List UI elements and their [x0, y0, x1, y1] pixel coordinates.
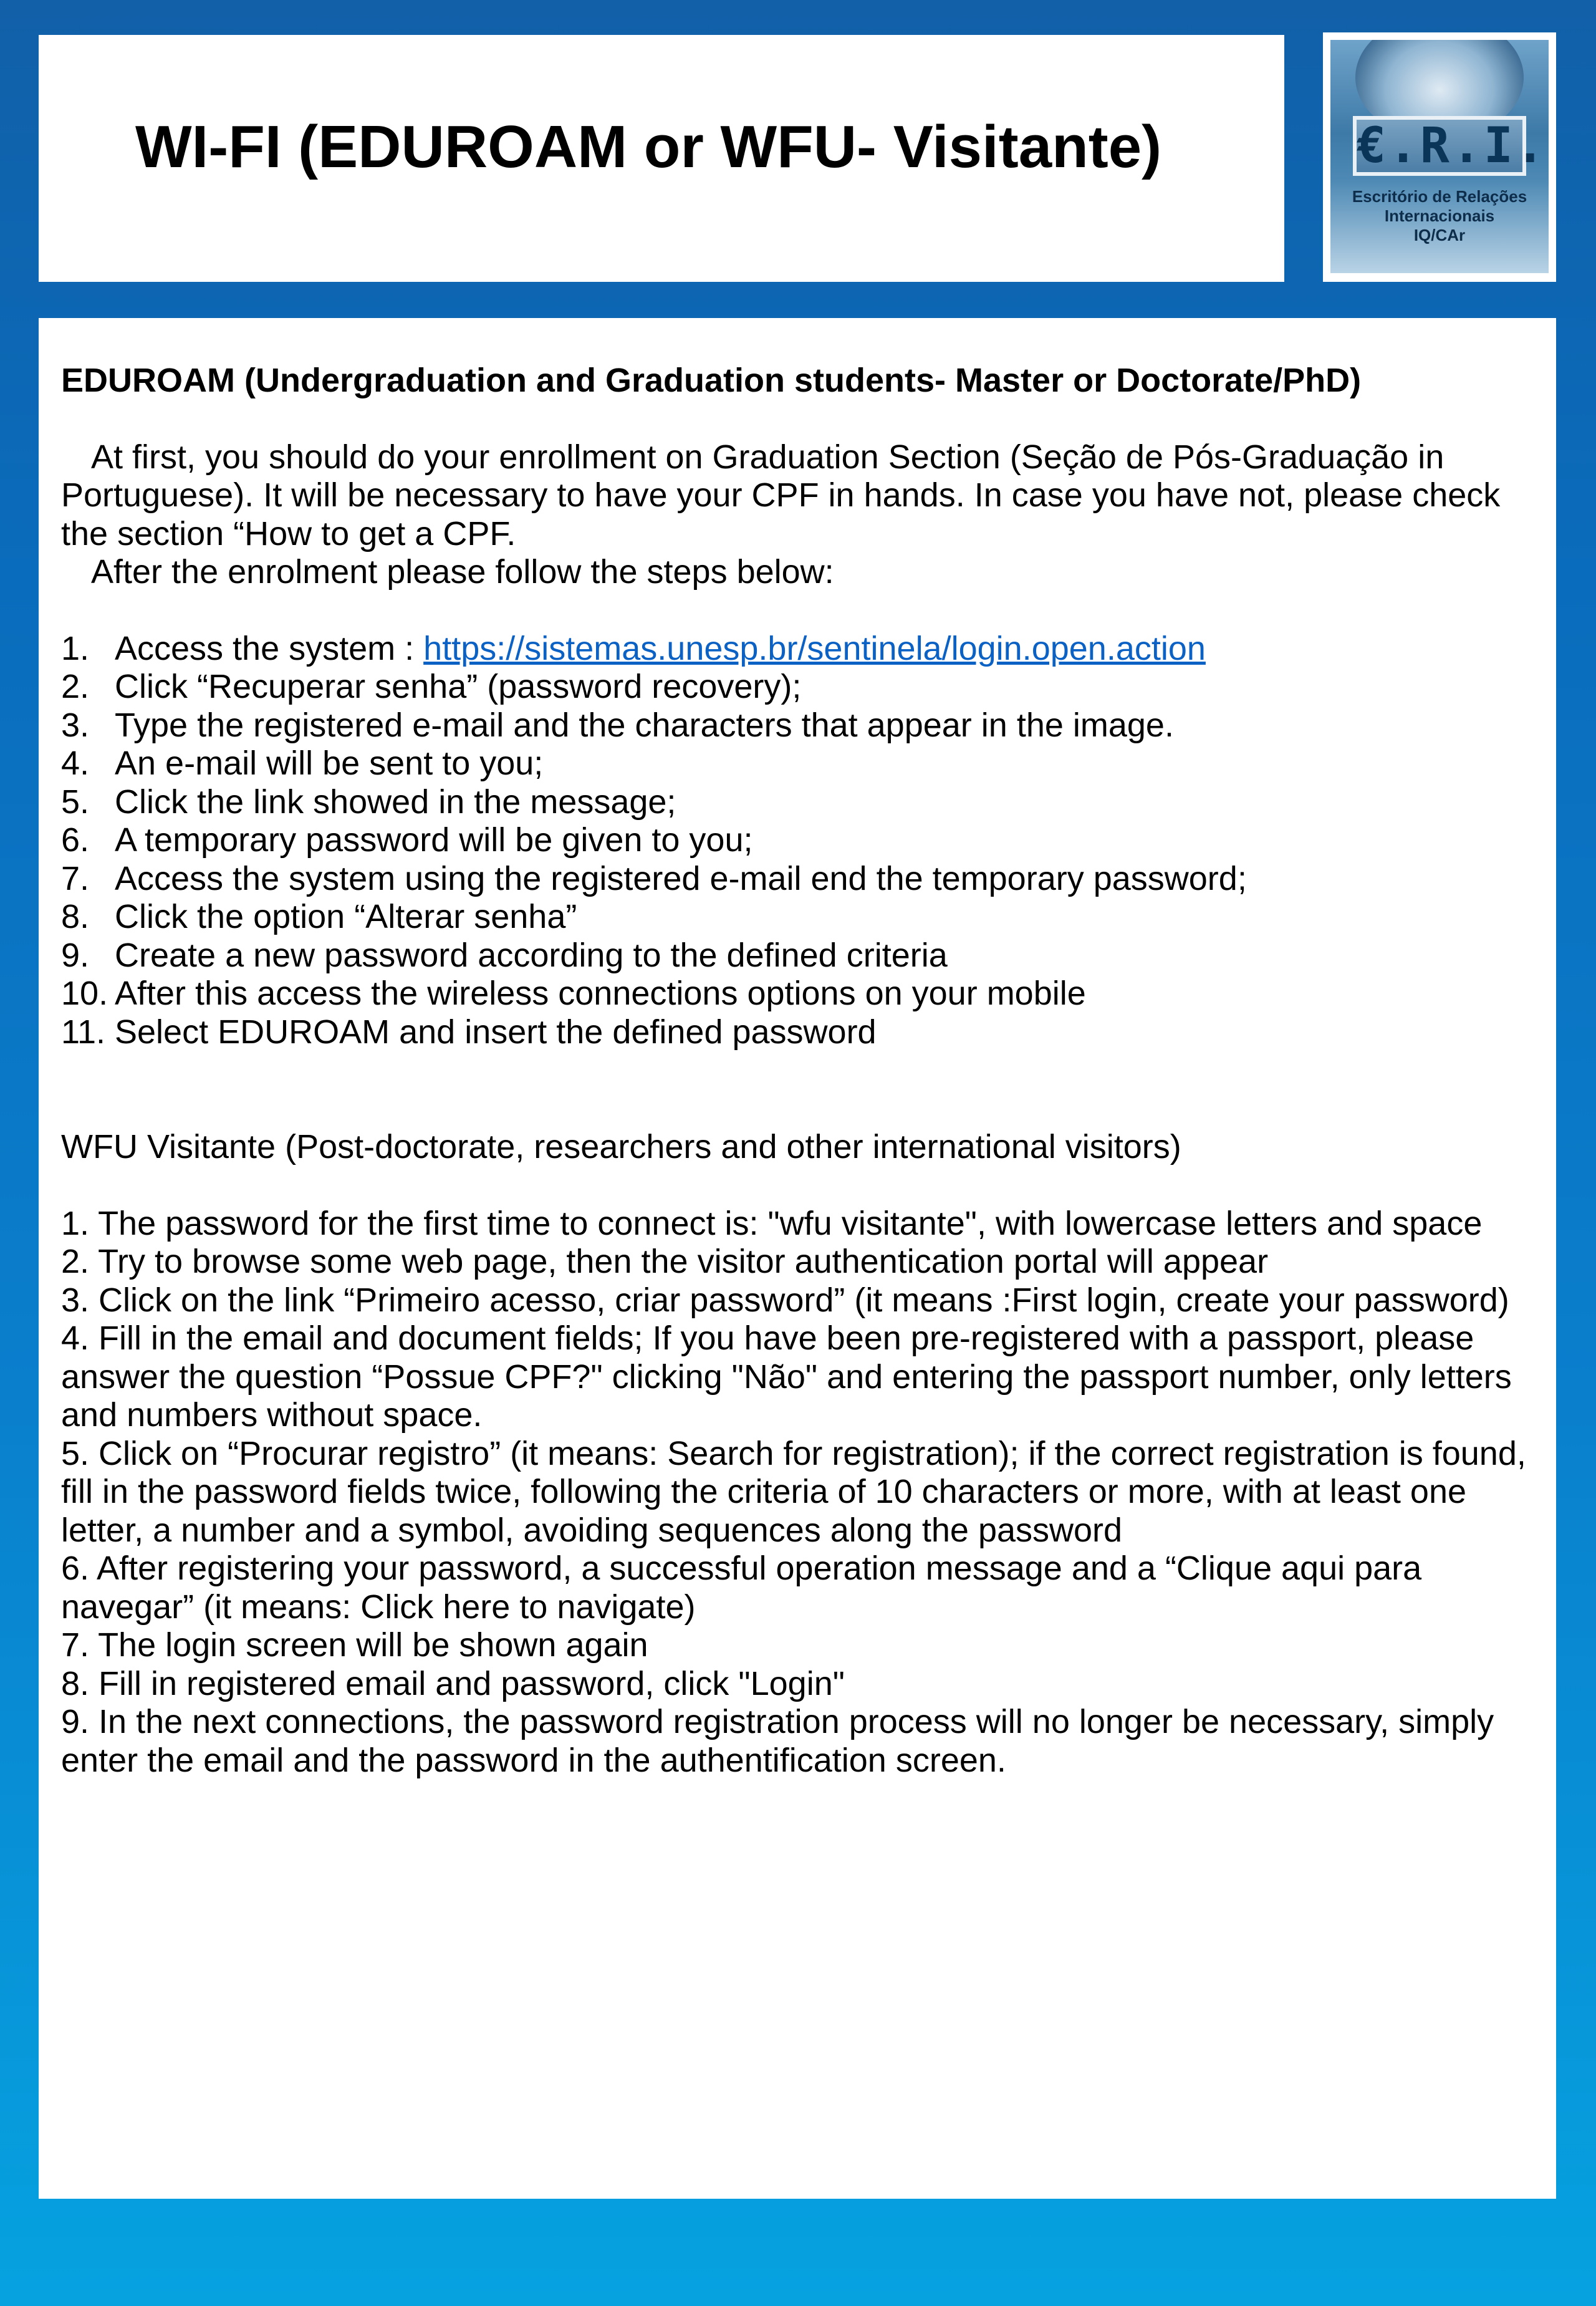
eduroam-intro: At first, you should do your enrollment on Graduation Section (Seção de Pós-Graduação in Portuguese). It will be necessary to have your CPF in hands. In case you have not, please check the section “How to get a CPF.	[61, 438, 1501, 552]
logo-caption-line: IQ/CAr	[1413, 226, 1466, 244]
list-item: 8. Click the option “Alterar senha”	[61, 898, 577, 935]
list-item: 1. The password for the first time to connect is: "wfu visitante", with lowercase letters and space	[61, 1204, 1483, 1242]
logo-caption	[1330, 187, 1549, 245]
eri-logo	[1323, 32, 1556, 282]
eduroam-heading: EDUROAM (Undergraduation and Graduation students- Master or Doctorate/PhD)	[61, 362, 1362, 399]
wfu-heading: WFU Visitante (Post-doctorate, researchers and other international visitors)	[61, 1128, 1181, 1165]
list-item: 10. After this access the wireless connections options on your mobile	[61, 975, 1086, 1012]
eduroam-steps	[61, 630, 1545, 1052]
list-item: 1. Access the system : https://sistemas.unesp.br/sentinela/login.open.action	[61, 629, 1206, 667]
page-title: WI-FI (EDUROAM or WFU- Visitante)	[135, 113, 1162, 180]
content-body	[61, 362, 1545, 1780]
list-item: 5. Click on “Procurar registro” (it means: Search for registration); if the correct registration is found, fill in the password fields twice, following the criteria of 10 characters or more, with at least one letter, a number and a symbol, avoiding sequences along the password	[61, 1434, 1526, 1549]
wfu-steps	[61, 1205, 1545, 1780]
content-panel	[39, 318, 1556, 2199]
list-item: 4. Fill in the email and document fields; If you have been pre-registered with a passport, please answer the question “Possue CPF?" clicking "Não" and entering the passport number, only letters and numbers without space.	[61, 1319, 1512, 1434]
logo-image	[1330, 40, 1549, 273]
list-item: 2. Try to browse some web page, then the visitor authentication portal will appear	[61, 1243, 1269, 1280]
list-item: 2. Click “Recuperar senha” (password recovery);	[61, 668, 802, 705]
list-item: 4. An e-mail will be sent to you;	[61, 745, 544, 782]
list-item: 6. A temporary password will be given to you;	[61, 821, 753, 859]
list-item: 3. Type the registered e-mail and the characters that appear in the image.	[61, 706, 1174, 744]
logo-caption-line: Escritório de Relações	[1352, 187, 1527, 206]
logo-caption-line: Internacionais	[1384, 206, 1495, 225]
list-item: 8. Fill in registered email and password, click "Login"	[61, 1664, 845, 1702]
list-item: 11. Select EDUROAM and insert the defined password	[61, 1013, 877, 1051]
list-item: 9. Create a new password according to the defined criteria	[61, 936, 948, 974]
sentinela-login-link[interactable]: https://sistemas.unesp.br/sentinela/login.open.action	[423, 629, 1206, 667]
list-item: 7. Access the system using the registered e-mail end the temporary password;	[61, 859, 1247, 897]
list-item: 9. In the next connections, the password registration process will no longer be necessary, simply enter the email and the password in the authentification screen.	[61, 1703, 1494, 1779]
list-item: 7. The login screen will be shown again	[61, 1626, 648, 1664]
list-item: 5. Click the link showed in the message;	[61, 783, 676, 821]
list-item: 3. Click on the link “Primeiro acesso, criar password” (it means :First login, create your password)	[61, 1281, 1509, 1319]
eduroam-intro-2: After the enrolment please follow the steps below:	[91, 553, 834, 591]
list-item: 6. After registering your password, a successful operation message and a “Clique aqui para navegar” (it means: Click here to navigate)	[61, 1550, 1422, 1626]
logo-mark: €.R.I.	[1353, 116, 1526, 176]
